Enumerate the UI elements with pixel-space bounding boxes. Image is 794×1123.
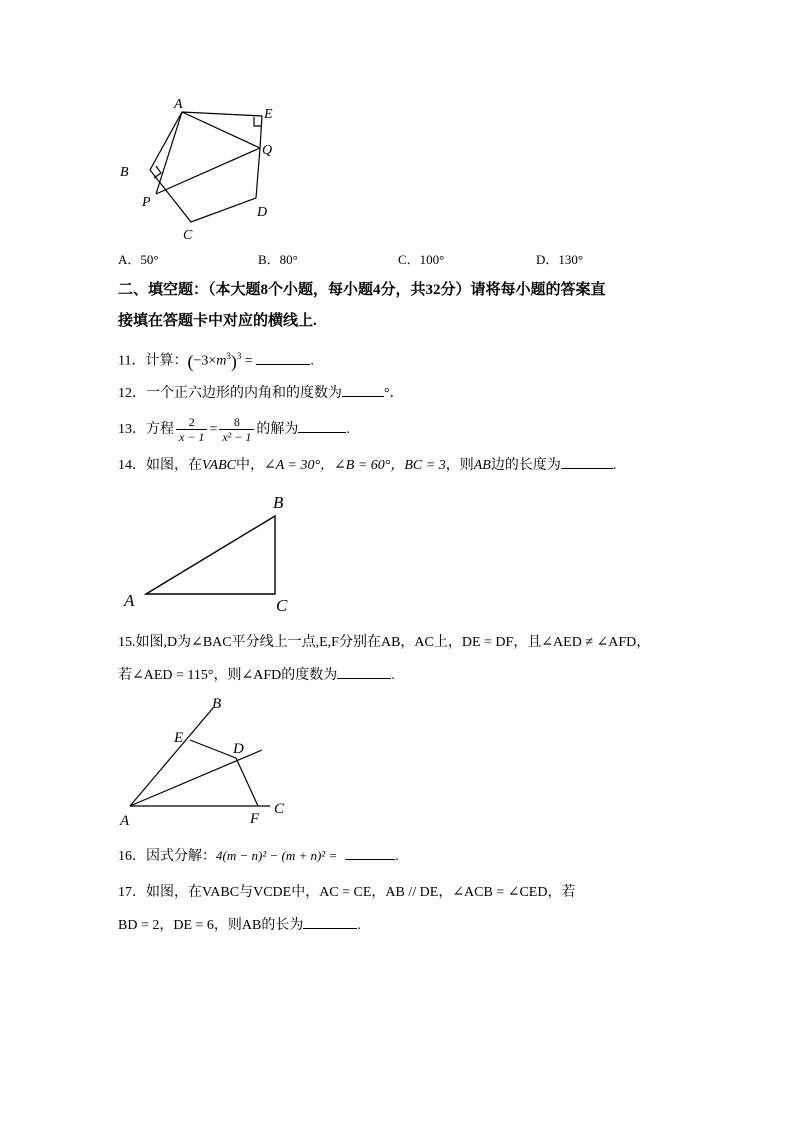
option-b: B．80° xyxy=(258,252,298,267)
section2-heading-line1: 二、填空题：（本大题8个小题，每小题4分，共32分）请将每小题的答案直 xyxy=(118,282,606,298)
q11-eq: = xyxy=(241,353,257,369)
q13-eq: = xyxy=(209,422,218,437)
question-15-line2 xyxy=(118,666,395,685)
question-14 xyxy=(118,456,616,475)
figure-q10-segment-pq xyxy=(156,148,260,194)
q11-var: m xyxy=(216,353,227,369)
question-12 xyxy=(118,384,404,403)
label-b: B xyxy=(212,696,222,712)
answer-blank-12[interactable] xyxy=(342,384,384,397)
q13-fraction-2 xyxy=(219,415,254,444)
q11-inner-exp: 3 xyxy=(226,351,231,361)
figure-q15-segment-df xyxy=(236,758,258,806)
q12-end: °． xyxy=(384,386,404,401)
question-13 xyxy=(118,413,350,447)
figure-q14 xyxy=(118,488,308,616)
figure-q14-triangle xyxy=(146,516,275,594)
q11-end: . xyxy=(310,353,314,369)
q11-outer-exp: 3 xyxy=(236,351,242,361)
q12-text: 12．一个正六边形的内角和的度数为 xyxy=(118,386,342,401)
q13-suffix: 的解为 xyxy=(256,422,299,437)
label-f: F xyxy=(250,811,260,827)
label-e: E xyxy=(174,730,184,746)
figure-q15 xyxy=(112,692,302,832)
figure-q10-pentagon xyxy=(150,112,262,222)
section2-heading-line2: 接填在答题卡中对应的横线上. xyxy=(118,313,317,329)
q13-end: . xyxy=(346,422,350,437)
answer-blank-11[interactable] xyxy=(256,352,310,365)
label-c: C xyxy=(183,228,193,243)
q17-line2a: BD = 2，DE = 6，则AB的长为 xyxy=(118,918,304,933)
option-d: D．130° xyxy=(536,252,584,267)
label-d: D xyxy=(233,741,244,757)
figure-q15-ray-ab xyxy=(130,708,213,806)
label-b: B xyxy=(120,165,129,180)
question-11 xyxy=(118,347,314,371)
q14-p3: ，则 xyxy=(445,458,474,473)
q15-end: . xyxy=(391,668,395,683)
answer-blank-15[interactable] xyxy=(337,666,391,679)
label-c: C xyxy=(276,596,288,615)
q11-close-paren: ) xyxy=(230,351,237,372)
q16-end: . xyxy=(395,849,399,864)
question-17-line2 xyxy=(118,916,361,935)
answer-blank-16[interactable] xyxy=(345,847,395,860)
q13-fraction-1 xyxy=(176,415,207,444)
q14-cond-a: ∠A = 30°， xyxy=(263,458,335,473)
q14-end: . xyxy=(612,458,617,473)
q14-cond-bc: BC = 3 xyxy=(404,458,446,473)
q17-end: . xyxy=(357,918,361,933)
option-a: A．50° xyxy=(118,252,159,267)
figure-q15-segment-ed xyxy=(190,740,236,758)
label-a: A xyxy=(174,97,183,112)
q11-inner: −3× xyxy=(193,353,217,369)
figure-q15-ray-ad xyxy=(130,750,262,806)
question-17-line1: 17．如图，在VABC与VCDE中，AC = CE，AB // DE，∠ACB = ∠CED，若 xyxy=(118,885,576,900)
q15-line2a: 若∠AED = 115°，则∠AFD的度数为 xyxy=(118,668,338,683)
q14-p2: 中， xyxy=(235,458,264,473)
figure-q10 xyxy=(110,92,300,244)
q13-den2: x² − 1 xyxy=(222,430,252,445)
label-a: A xyxy=(124,591,135,610)
q11-open-paren: ( xyxy=(187,351,194,372)
q16-expr: 4(m − n)² − (m + n)² = xyxy=(216,848,338,863)
label-e: E xyxy=(264,107,273,122)
q13-num2: 8 xyxy=(219,415,254,430)
q13-prefix: 13．方程 xyxy=(118,422,174,437)
q14-p1: 14．如图，在 xyxy=(118,458,202,473)
answer-blank-14[interactable] xyxy=(561,456,613,469)
figure-q10-right-angle-e xyxy=(254,117,262,126)
label-c: C xyxy=(274,801,285,817)
q14-tri: VABC xyxy=(202,458,236,473)
q16-prefix: 16．因式分解： xyxy=(118,849,216,864)
q13-den1: x − 1 xyxy=(179,430,205,445)
q14-p4: 边的长度为 xyxy=(490,458,561,473)
label-b: B xyxy=(273,493,284,512)
label-p: P xyxy=(142,195,151,210)
q14-ab: AB xyxy=(473,458,491,473)
figure-q10-segment-aq xyxy=(182,112,260,148)
label-q: Q xyxy=(262,143,273,158)
option-c: C．100° xyxy=(398,252,445,267)
q11-prefix: 11．计算： xyxy=(118,353,188,369)
answer-blank-17[interactable] xyxy=(303,916,357,929)
q13-num1: 2 xyxy=(176,415,207,430)
question-15-line1: 15.如图,D为∠BAC平分线上一点,E,F分别在AB，AC上，DE = DF，且∠AED ≠ ∠AFD， xyxy=(118,635,651,650)
label-d: D xyxy=(257,205,268,220)
label-a: A xyxy=(120,813,130,829)
answer-blank-13[interactable] xyxy=(298,420,346,433)
question-16 xyxy=(118,847,399,866)
q14-cond-b: ∠B = 60°， xyxy=(334,458,405,473)
